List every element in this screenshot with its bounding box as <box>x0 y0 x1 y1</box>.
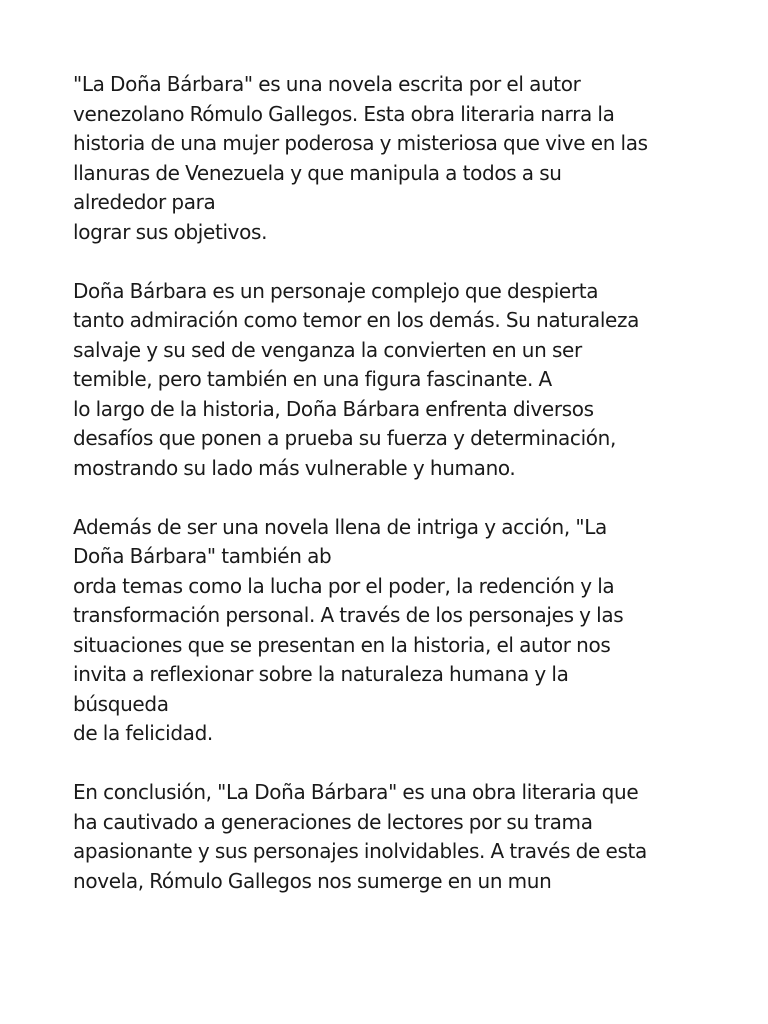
text-line: alrededor para <box>73 190 216 214</box>
text-line: situaciones que se presentan en la historia, el autor nos <box>73 632 611 657</box>
text-line: transformación personal. A través de los personajes y las <box>73 603 624 627</box>
text-line: novela, Rómulo Gallegos nos sumerge en un mun <box>73 868 552 893</box>
text-line: Además de ser una novela llena de intriga y acción, "La <box>73 514 607 539</box>
document-body <box>73 70 753 926</box>
text-line: ha cautivado a generaciones de lectores por su trama <box>73 809 593 834</box>
text-line: lograr sus objetivos. <box>73 219 268 244</box>
text-line: invita a reflexionar sobre la naturaleza humana y la <box>73 662 569 686</box>
paragraph-4 <box>73 778 753 896</box>
text-line: "La Doña Bárbara" es una novela escrita por el autor <box>73 72 581 96</box>
text-line: salvaje y su sed de venganza la convierten en un ser <box>73 337 582 362</box>
text-line: Doña Bárbara" también ab <box>73 544 332 568</box>
text-line: de la felicidad. <box>73 721 213 745</box>
text-line: mostrando su lado más vulnerable y humano. <box>73 455 516 480</box>
text-line: llanuras de Venezuela y que manipula a todos a su <box>73 160 562 185</box>
paragraph-1 <box>73 70 753 247</box>
text-line: En conclusión, "La Doña Bárbara" es una obra literaria que <box>73 780 639 804</box>
text-line: venezolano Rómulo Gallegos. Esta obra literaria narra la <box>73 101 615 126</box>
text-line: apasionante y sus personajes inolvidables. A través de esta <box>73 839 647 863</box>
text-line: lo largo de la historia, Doña Bárbara enfrenta diversos <box>73 396 594 421</box>
text-line: Doña Bárbara es un personaje complejo que despierta <box>73 278 599 303</box>
paragraph-2 <box>73 277 753 484</box>
text-line: temible, pero también en una figura fascinante. A <box>73 367 552 391</box>
text-line: tanto admiración como temor en los demás. Su naturaleza <box>73 308 640 332</box>
text-line: historia de una mujer poderosa y misteriosa que vive en las <box>73 131 648 155</box>
text-line: orda temas como la lucha por el poder, la redención y la <box>73 573 615 598</box>
text-line: búsqueda <box>73 691 169 716</box>
text-line: desafíos que ponen a prueba su fuerza y determinación, <box>73 426 616 450</box>
paragraph-3 <box>73 513 753 749</box>
